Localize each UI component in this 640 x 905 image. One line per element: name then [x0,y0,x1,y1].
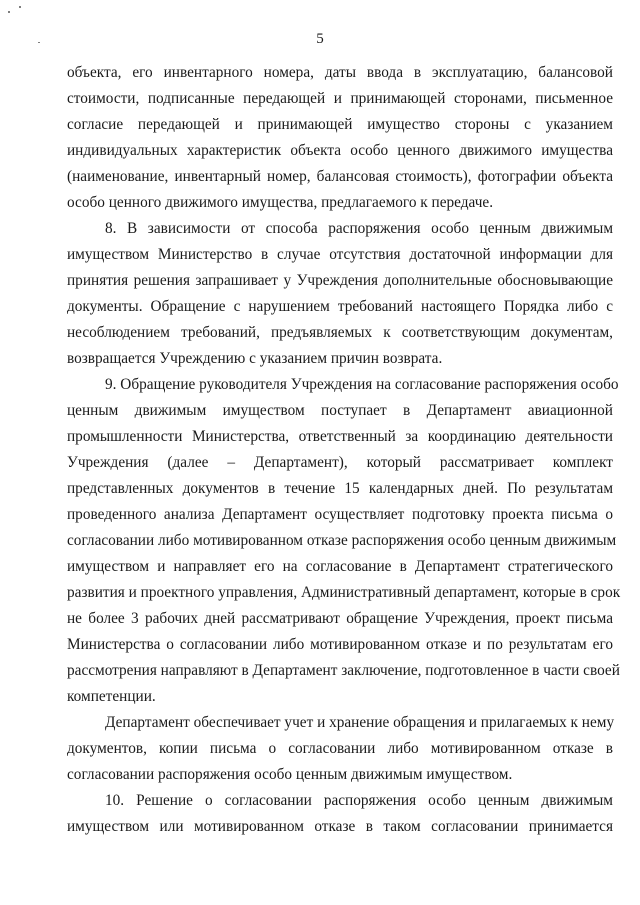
text-line: ценным движимым имуществом поступает в Департамент авиационной [67,402,613,419]
scan-speck [19,6,21,8]
scan-speck [8,11,10,13]
text-line: возвращается Учреждению с указанием причин возврата. [67,350,443,367]
page-number: 5 [316,31,324,47]
text-line: документов, копии письма о согласовании либо мотивированном отказе в [67,740,613,757]
text-line: принятия решения запрашивает у Учреждения дополнительные обосновывающие [67,272,613,289]
text-line: развития и проектного управления, Административный департамент, которые в срок [67,584,621,601]
paragraph-object-description [67,60,613,216]
text-line: проведенного анализа Департамент осуществляет подготовку проекта письма о [67,506,613,523]
text-line: 9. Обращение руководителя Учреждения на согласование распоряжения особо [105,376,619,393]
text-line: согласовании либо мотивированном отказе распоряжения особо ценным движимым [67,532,617,549]
text-line: компетенции. [67,688,156,705]
text-line: не более 3 рабочих дней рассматривают обращение Учреждения, проект письма [67,610,613,627]
text-line: несоблюдением требований, предъявляемых к соответствующим документам, [67,324,613,341]
text-line: Министерства о согласовании либо мотивированном отказе и по результатам его [67,636,613,653]
paragraph-item-10 [67,788,613,840]
text-line: 10. Решение о согласовании распоряжения особо ценным движимым [105,792,613,809]
text-line: промышленности Министерства, ответственный за координацию деятельности [67,428,613,445]
paragraph-department-records [67,710,613,788]
text-line: объекта, его инвентарного номера, даты ввода в эксплуатацию, балансовой [67,64,613,81]
text-line: Учреждения (далее – Департамент), который рассматривает комплект [67,454,613,471]
paragraph-item-8 [67,216,613,372]
text-line: рассмотрения направляют в Департамент заключение, подготовленное в части своей [67,662,620,679]
text-line: документы. Обращение с нарушением требований настоящего Порядка либо с [67,298,613,315]
text-line: 8. В зависимости от способа распоряжения особо ценным движимым [105,220,613,237]
text-line: имуществом Министерство в случае отсутствия достаточной информации для [67,246,613,263]
text-line: стоимости, подписанные передающей и принимающей сторонами, письменное [67,90,613,107]
paragraph-item-9 [67,372,621,710]
text-line: Департамент обеспечивает учет и хранение обращения и прилагаемых к нему [105,714,615,731]
text-line: имуществом или мотивированном отказе в таком согласовании принимается [67,818,613,835]
text-line: индивидуальных характеристик объекта особо ценного движимого имущества [67,142,613,159]
text-line: согласовании распоряжения особо ценным движимым имуществом. [67,766,513,783]
text-line: имуществом и направляет его на согласование в Департамент стратегического [67,558,613,575]
text-line: (наименование, инвентарный номер, балансовая стоимость), фотографии объекта [67,168,613,185]
text-line: согласие передающей и принимающей имущество стороны с указанием [67,116,613,133]
text-line: представленных документов в течение 15 календарных дней. По результатам [67,480,613,497]
text-line: особо ценного движимого имущества, предлагаемого к передаче. [67,194,494,211]
document-body [67,60,621,840]
